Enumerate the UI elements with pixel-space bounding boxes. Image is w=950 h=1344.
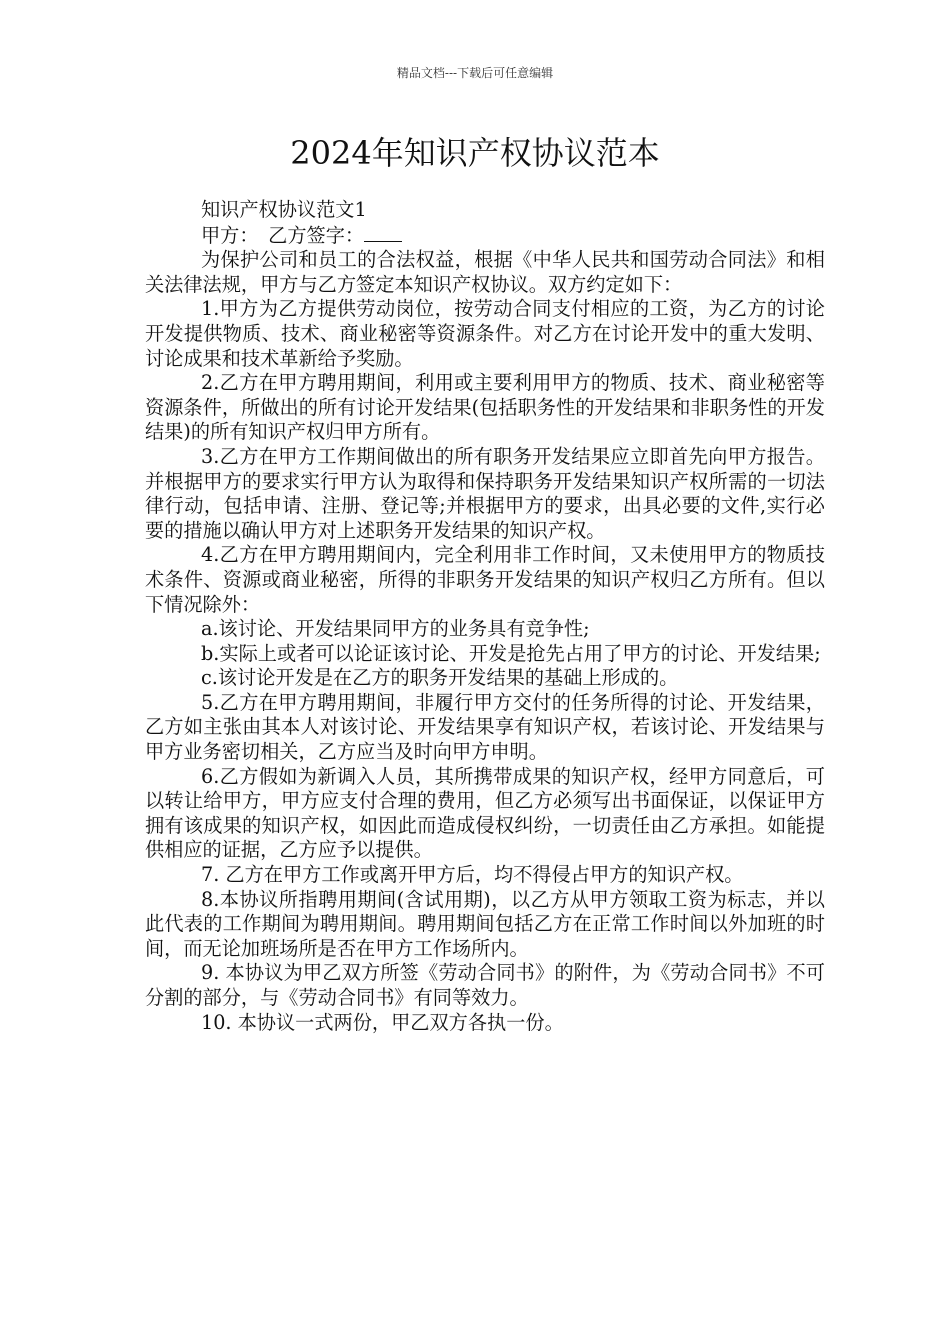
clause-1: 1.甲方为乙方提供劳动岗位，按劳动合同支付相应的工资，为乙方的讨论开发提供物质、技术、商业秘密等资源条件。对乙方在讨论开发中的重大发明、讨论成果和技术革新给予奖励。 — [145, 297, 825, 370]
clause-3: 3.乙方在甲方工作期间做出的所有职务开发结果应立即首先向甲方报告。并根据甲方的要求实行甲方认为取得和保持职务开发结果知识产权所需的一切法律行动，包括申请、注册、登记等;并根据甲方的要求，出具必要的文件,实行必要的措施以确认甲方对上述职务开发结果的知识产权。 — [145, 444, 825, 542]
document-body — [145, 198, 825, 1035]
parties-label: 甲方： 乙方签字： — [201, 223, 365, 247]
clause-5: 5.乙方在甲方聘用期间，非履行甲方交付的任务所得的讨论、开发结果，乙方如主张由其本人对该讨论、开发结果享有知识产权，若该讨论、开发结果与甲方业务密切相关，乙方应当及时向甲方申明。 — [145, 690, 825, 764]
document-title: 2024年知识产权协议范本 — [290, 134, 660, 172]
clause-4: 4.乙方在甲方聘用期间内，完全利用非工作时间，又未使用甲方的物质技术条件、资源或商业秘密，所得的非职务开发结果的知识产权归乙方所有。但以下情况除外： — [145, 543, 825, 616]
clause-7: 7. 乙方在甲方工作或离开甲方后，均不得侵占甲方的知识产权。 — [201, 863, 744, 887]
header-note: 精品文档---下载后可任意编辑 — [396, 66, 554, 80]
clause-2: 2.乙方在甲方聘用期间，利用或主要利用甲方的物质、技术、商业秘密等资源条件，所做出的所有讨论开发结果(包括职务性的开发结果和非职务性的开发结果)的所有知识产权归甲方所有。 — [145, 371, 825, 444]
clause-4b: b.实际上或者可以论证该讨论、开发是抢先占用了甲方的讨论、开发结果; — [201, 641, 821, 665]
clause-8: 8.本协议所指聘用期间(含试用期)，以乙方从甲方领取工资为标志，并以此代表的工作期间为聘用期间。聘用期间包括乙方在正常工作时间以外加班的时间，而无论加班场所是否在甲方工作场所内。 — [145, 887, 825, 960]
section-subtitle: 知识产权协议范文1 — [201, 198, 367, 221]
clause-4a: a.该讨论、开发结果同甲方的业务具有竞争性; — [201, 617, 590, 641]
paragraph-intro: 为保护公司和员工的合法权益，根据《中华人民共和国劳动合同法》和相关法律法规，甲方与乙方签定本知识产权协议。双方约定如下： — [145, 248, 825, 296]
clause-9: 9. 本协议为甲乙双方所签《劳动合同书》的附件，为《劳动合同书》不可分割的部分，与《劳动合同书》有同等效力。 — [145, 961, 825, 1009]
parties-line — [145, 223, 825, 249]
clause-10: 10. 本协议一式两份，甲乙双方各执一份。 — [201, 1010, 564, 1034]
clause-6: 6.乙方假如为新调入人员，其所携带成果的知识产权，经甲方同意后，可以转让给甲方，甲方应支付合理的费用，但乙方必须写出书面保证，以保证甲方拥有该成果的知识产权，如因此而造成侵权纠纷，一切责任由乙方承担。如能提供相应的证据，乙方应予以提供。 — [145, 764, 825, 862]
signature-blank — [364, 223, 402, 242]
clause-4c: c.该讨论开发是在乙方的职务开发结果的基础上形成的。 — [201, 666, 679, 690]
